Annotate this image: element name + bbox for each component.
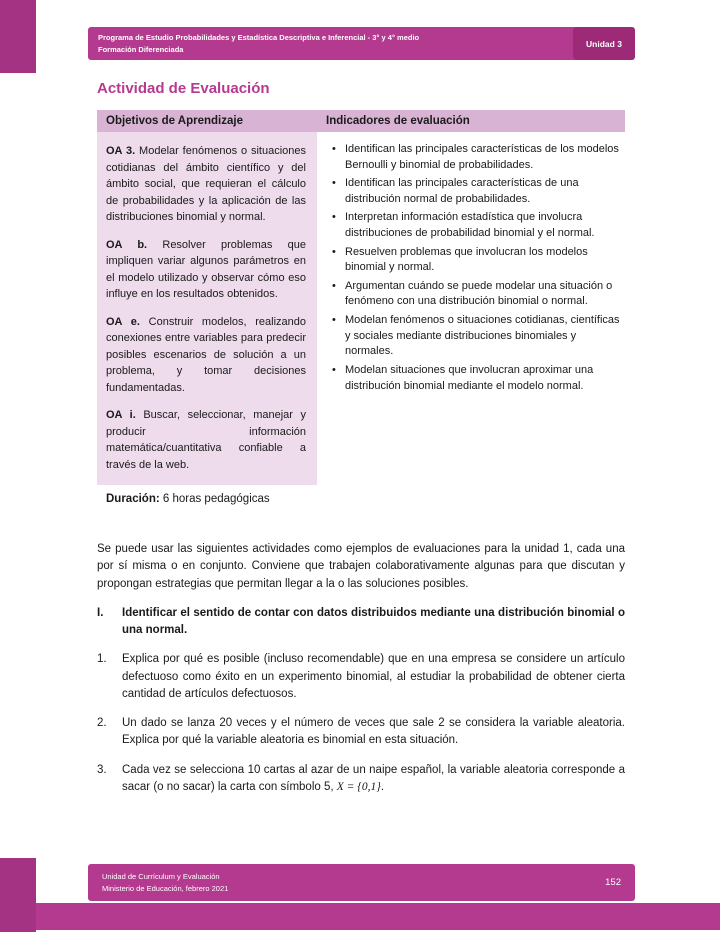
- activity-3-text-suffix: .: [380, 780, 385, 793]
- objetivo-oa-i-text: Buscar, seleccionar, manejar y producir información matemática/cuantitativa confiable a través de la web.: [106, 409, 307, 471]
- footer-line-2: Ministerio de Educación, febrero 2021: [102, 883, 229, 893]
- activity-3-marker: 3.: [97, 763, 107, 776]
- header-text: [98, 32, 419, 55]
- page-title: Actividad de Evaluación: [97, 80, 270, 97]
- section-heading: [97, 605, 625, 640]
- indicador-item-4: • Resuelven problemas que involucran los modelos binomial y normal.: [330, 245, 623, 276]
- top-left-accent-block: [0, 0, 36, 73]
- objetivo-oa-e-text: Construir modelos, realizando conexiones entre variables para predecir posibles escenarios de solución a un problema, y tomar decisiones fundamentadas.: [106, 315, 307, 394]
- indicador-item-6: • Modelan fenómenos o situaciones cotidianas, científicas y sociales mediante distribuciones binomiales y normales.: [330, 313, 623, 360]
- duration-line: [97, 493, 625, 505]
- objetivo-oa-b-code: OA b.: [106, 238, 148, 251]
- objetivo-oa-i-code: OA i.: [106, 409, 136, 421]
- duration-value: 6 horas pedagógicas: [162, 493, 270, 505]
- objetivo-oa-3-text: Modelar fenómenos o situaciones cotidianas del ámbito científico y del ámbito social, que requieran el cálculo de probabilidades y la aplicación de las distribuciones binomial y normal.: [106, 145, 307, 223]
- objetivo-oa-3: [106, 143, 306, 226]
- indicador-item-5: • Argumentan cuándo se puede modelar una situación o fenómeno con una distribución binomial o normal.: [330, 279, 623, 310]
- intro-paragraph: Se puede usar las siguientes actividades como ejemplos de evaluaciones para la unidad 1, cada una por sí misma o en conjunto. Conviene que trabajen colaborativamente algunas para que discutan y propongan estrategias que permitan llegar a la o las soluciones posibles.: [97, 543, 625, 590]
- activity-3-text-main: Cada vez se selecciona 10 cartas al azar de un naipe español, la variable aleatoria corresponde a sacar (o no sacar) la carta con símbolo 5,: [122, 763, 625, 793]
- indicadores-cell: [317, 132, 625, 485]
- page-header-bar: [88, 27, 635, 60]
- activity-3-math-expression: X = {0,1}: [336, 780, 381, 793]
- objectives-indicators-table: [97, 110, 625, 485]
- activity-1-marker: 1.: [97, 653, 107, 666]
- page-content: [97, 80, 625, 796]
- objetivo-oa-3-code: OA 3.: [106, 145, 136, 157]
- indicador-item-7: • Modelan situaciones que involucran aproximar una distribución binomial mediante el modelo normal.: [330, 363, 623, 394]
- activity-item-2: [97, 715, 625, 750]
- indicador-item-2: • Identifican las principales características de una distribución normal de probabilidades.: [330, 176, 623, 207]
- table-header-objetivos: Objetivos de Aprendizaje: [97, 110, 317, 132]
- activity-2-text: Un dado se lanza 20 veces y el número de veces que sale 2 se considera la variable aleatoria. Explica por qué la variable aleatoria es binomial en esta situación.: [122, 717, 625, 747]
- table-header-indicadores: Indicadores de evaluación: [317, 110, 625, 132]
- activity-item-1: [97, 651, 625, 703]
- objetivo-oa-b: [106, 237, 306, 303]
- duration-label: Duración:: [106, 493, 160, 505]
- objetivo-oa-e-code: OA e.: [106, 315, 140, 328]
- activity-2-marker: 2.: [97, 717, 107, 729]
- footer-text: [102, 871, 605, 895]
- activity-3-text: [122, 762, 625, 797]
- bottom-left-accent-block: [0, 858, 36, 932]
- indicador-item-1: • Identifican las principales características de los modelos Bernoulli y binomial de probabilidades.: [330, 142, 623, 173]
- bottom-accent-band: [30, 903, 720, 930]
- indicadores-list: [330, 142, 623, 394]
- objetivos-cell: [97, 132, 317, 485]
- section-text: Identificar el sentido de contar con datos distribuidos mediante una distribución binomial o una normal.: [122, 606, 625, 636]
- indicador-item-3: • Interpretan información estadística que involucra distribuciones de probabilidad binomial y el normal.: [330, 210, 623, 241]
- footer-line-1: Unidad de Currículum y Evaluación: [102, 871, 220, 881]
- header-line-2: Formación Diferenciada: [98, 44, 184, 54]
- activity-item-3: [97, 762, 625, 797]
- section-marker: I.: [97, 606, 104, 619]
- header-line-1: Programa de Estudio Probabilidades y Estadística Descriptiva e Inferencial - 3° y 4° medio: [98, 32, 420, 42]
- objetivo-oa-e: [106, 314, 306, 397]
- unit-badge: Unidad 3: [573, 27, 635, 60]
- objetivo-oa-i: [106, 407, 306, 473]
- page-number: 152: [605, 877, 621, 888]
- objetivo-oa-b-text: Resolver problemas que impliquen variar algunos parámetros en el modelo utilizado y observar cómo eso influye en los resultados obtenidos.: [106, 238, 306, 300]
- footer-bar: [88, 864, 635, 901]
- activity-1-text: Explica por qué es posible (incluso recomendable) que en una empresa se considere un artículo defectuoso como éxito en un experimento binomial, al estudiar la probabilidad de obtener cierta cantidad de artículos defectuosos.: [122, 653, 625, 700]
